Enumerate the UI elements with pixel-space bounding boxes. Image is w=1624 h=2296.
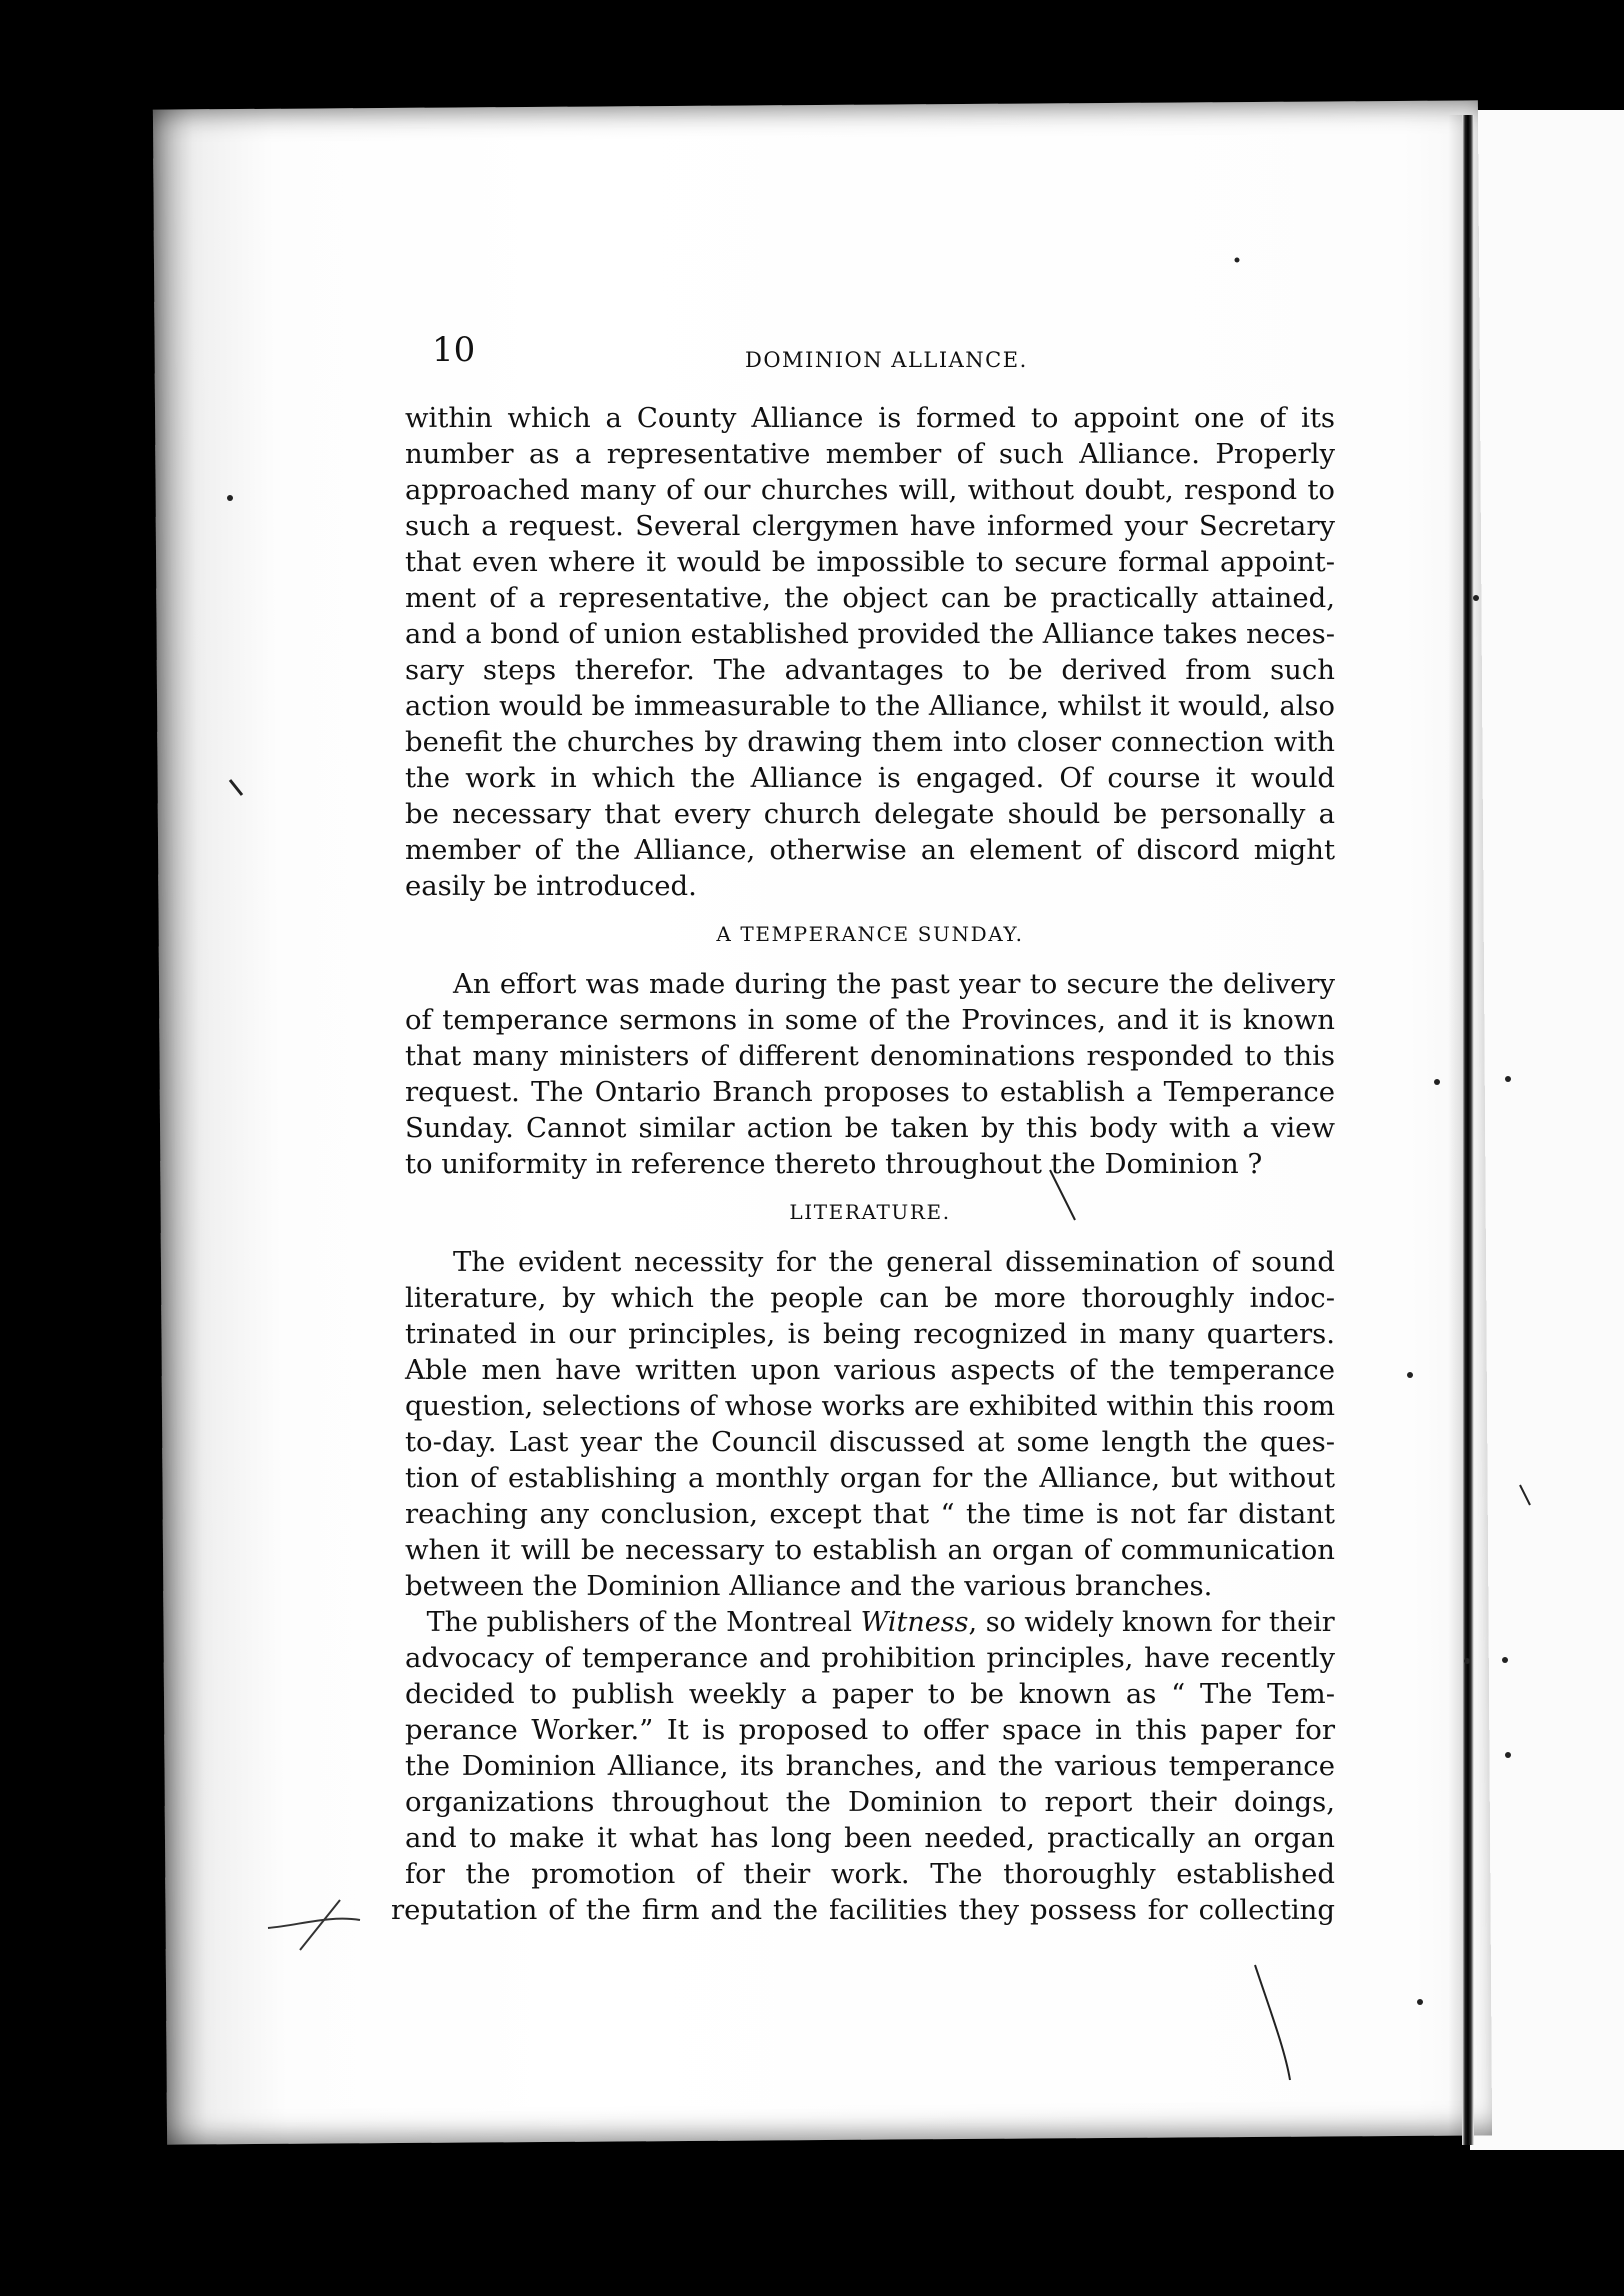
speck xyxy=(1505,1752,1511,1758)
text-line: question, selections of whose works are exhibited within this room xyxy=(405,1390,1335,1422)
text-line: An effort was made during the past year to secure the delivery xyxy=(453,968,1335,1000)
text-line: that many ministers of different denominations responded to this xyxy=(405,1040,1335,1072)
text-line: The publishers of the Montreal Witness, so widely known for their xyxy=(426,1606,1335,1638)
pencil-mark xyxy=(268,1919,360,1928)
text-line: the Dominion Alliance, its branches, and the various temperance xyxy=(405,1750,1335,1782)
text-line: and to make it what has long been needed, practically an organ xyxy=(405,1822,1335,1854)
text-line: to uniformity in reference thereto throughout the Dominion ? xyxy=(405,1148,1263,1180)
text-line: when it will be necessary to establish an organ of communication xyxy=(405,1534,1335,1566)
text-line: within which a County Alliance is formed to appoint one of its xyxy=(405,402,1335,434)
text-line: organizations throughout the Dominion to report their doings, xyxy=(405,1786,1335,1818)
text-line: ment of a representative, the object can be practically attained, xyxy=(405,582,1335,614)
speck xyxy=(1473,595,1479,601)
text-line: tion of establishing a monthly organ for the Alliance, but without xyxy=(405,1462,1335,1494)
speck xyxy=(227,495,233,501)
text-line: literature, by which the people can be more thoroughly indoc- xyxy=(405,1282,1335,1314)
text-line: of temperance sermons in some of the Provinces, and it is known xyxy=(405,1004,1335,1036)
text-line: reputation of the firm and the facilities they possess for collecting xyxy=(391,1894,1335,1926)
text-line: request. The Ontario Branch proposes to establish a Temperance xyxy=(405,1076,1335,1108)
speck xyxy=(1434,1079,1440,1085)
text-line: The evident necessity for the general dissemination of sound xyxy=(453,1246,1335,1278)
speck xyxy=(1235,258,1240,263)
text-line: such a request. Several clergymen have informed your Secretary xyxy=(405,510,1335,542)
text-line: reaching any conclusion, except that “ the time is not far distant xyxy=(405,1498,1335,1530)
text-line: advocacy of temperance and prohibition principles, have recently xyxy=(405,1642,1335,1674)
text-line: number as a representative member of such Alliance. Properly xyxy=(405,438,1335,470)
section-heading-literature: LITERATURE. xyxy=(789,1200,951,1224)
text-line: action would be immeasurable to the Alliance, whilst it would, also xyxy=(405,690,1335,722)
speck xyxy=(1407,1372,1413,1378)
pencil-mark xyxy=(230,780,242,795)
pencil-mark xyxy=(1255,1965,1290,2080)
section-heading-temperance-sunday: A TEMPERANCE SUNDAY. xyxy=(716,922,1024,946)
speck xyxy=(1464,1658,1470,1664)
pencil-mark xyxy=(1050,1170,1075,1220)
page-number: 10 xyxy=(432,330,476,370)
text-line: the work in which the Alliance is engaged. Of course it would xyxy=(405,762,1335,794)
text-line: perance Worker.” It is proposed to offer space in this paper for xyxy=(405,1714,1335,1746)
speck xyxy=(1417,1999,1423,2005)
text-line: Sunday. Cannot similar action be taken by this body with a view xyxy=(405,1112,1335,1144)
text-line: and a bond of union established provided the Alliance takes neces- xyxy=(405,618,1335,650)
pencil-mark xyxy=(1520,1485,1530,1505)
text-line: Able men have written upon various aspects of the temperance xyxy=(405,1354,1335,1386)
text-line: sary steps therefor. The advantages to be derived from such xyxy=(405,654,1335,686)
text-line: be necessary that every church delegate should be personally a xyxy=(405,798,1335,830)
text-line: decided to publish weekly a paper to be known as “ The Tem- xyxy=(405,1678,1335,1710)
text-line: trinated in our principles, is being recognized in many quarters. xyxy=(405,1318,1335,1350)
pencil-mark xyxy=(300,1900,340,1950)
text-line: to-day. Last year the Council discussed at some length the ques- xyxy=(405,1426,1335,1458)
text-line: easily be introduced. xyxy=(405,870,697,902)
text-line: for the promotion of their work. The thoroughly established xyxy=(405,1858,1335,1890)
text-line: that even where it would be impossible to secure formal appoint- xyxy=(405,546,1335,578)
running-head: DOMINION ALLIANCE. xyxy=(745,348,1028,372)
speck xyxy=(1505,1076,1511,1082)
text-line: between the Dominion Alliance and the various branches. xyxy=(405,1570,1213,1602)
text-line: approached many of our churches will, without doubt, respond to xyxy=(405,474,1335,506)
text-line: member of the Alliance, otherwise an element of discord might xyxy=(405,834,1335,866)
speck xyxy=(1502,1657,1508,1663)
text-line: benefit the churches by drawing them into closer connection with xyxy=(405,726,1335,758)
